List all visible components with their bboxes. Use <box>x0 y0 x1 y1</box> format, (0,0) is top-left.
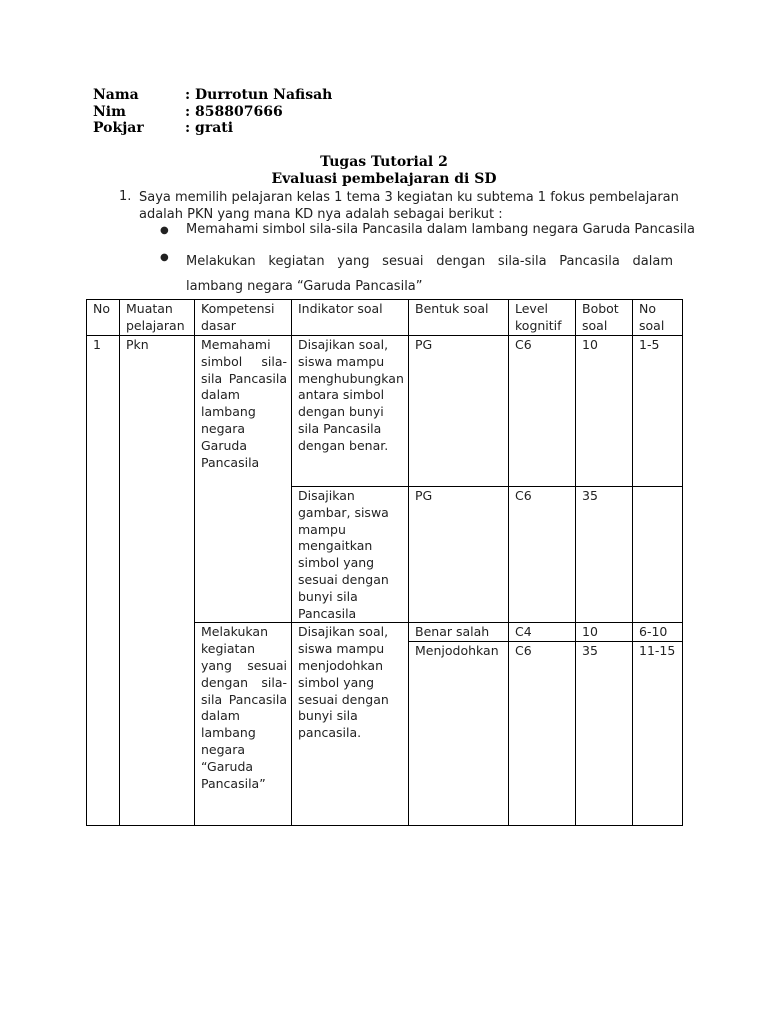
cell-kd-2: Melakukan kegiatan yang sesuai dengan sila-sila Pancasila dalam lambang negara “Garuda Pancasila” <box>195 623 292 826</box>
header-indikator: Indikator soal <box>292 300 409 336</box>
cell-level: C6 <box>509 642 576 826</box>
item-number: 1. <box>119 189 132 204</box>
cell-indikator: Disajikan soal, siswa mampu menghubungkan antara simbol dengan bunyi sila Pancasila dengan benar. <box>292 336 409 487</box>
bullet-icon: ● <box>160 252 169 263</box>
pokjar-label: Pokjar <box>93 120 144 136</box>
header-no: No <box>87 300 120 336</box>
cell-level: C4 <box>509 623 576 642</box>
bullet-icon: ● <box>160 225 169 236</box>
cell-kd-1: Memahami simbol sila-sila Pancasila dalam lambang negara Garuda Pancasila <box>195 336 292 623</box>
cell-nosoal <box>633 487 683 623</box>
cell-bobot: 10 <box>576 623 633 642</box>
cell-indikator: Disajikan gambar, siswa mampu mengaitkan simbol yang sesuai dengan bunyi sila Pancasila <box>292 487 409 623</box>
evaluation-table <box>86 299 683 826</box>
cell-bentuk: PG <box>409 487 509 623</box>
header-bentuk: Bentuk soal <box>409 300 509 336</box>
cell-indikator: Disajikan soal, siswa mampu menjodohkan simbol yang sesuai dengan bunyi sila pancasila. <box>292 623 409 826</box>
cell-muatan: Pkn <box>120 336 195 826</box>
header-kompetensi: Kompetensi dasar <box>195 300 292 336</box>
header-bobot: Bobot soal <box>576 300 633 336</box>
student-info <box>93 87 332 137</box>
nama-row <box>93 87 332 104</box>
cell-level: C6 <box>509 336 576 487</box>
cell-no: 1 <box>87 336 120 826</box>
pokjar-row <box>93 120 332 137</box>
header-nosoal: No soal <box>633 300 683 336</box>
cell-bentuk: Benar salah <box>409 623 509 642</box>
kd-bullet-2: Melakukan kegiatan yang sesuai dengan sila-sila Pancasila dalam lambang negara “Garuda Pancasila” <box>186 254 673 294</box>
cell-bentuk: PG <box>409 336 509 487</box>
nama-value: : Durrotun Nafisah <box>185 87 333 103</box>
header-muatan: Muatan pelajaran <box>120 300 195 336</box>
cell-bobot: 35 <box>576 487 633 623</box>
document-subtitle: Evaluasi pembelajaran di SD <box>271 171 497 187</box>
cell-nosoal: 6-10 <box>633 623 683 642</box>
nama-label: Nama <box>93 87 139 103</box>
header-level: Level kognitif <box>509 300 576 336</box>
nim-label: Nim <box>93 103 126 120</box>
table-row <box>87 336 683 487</box>
document-title: Tugas Tutorial 2 <box>320 154 448 170</box>
cell-bobot: 35 <box>576 642 633 826</box>
cell-nosoal: 11-15 <box>633 642 683 826</box>
cell-level: C6 <box>509 487 576 623</box>
kd-bullet-1: Memahami simbol sila-sila Pancasila dalam lambang negara Garuda Pancasila <box>186 222 695 237</box>
nim-row <box>93 104 332 121</box>
table-header-row <box>87 300 683 336</box>
cell-bentuk: Menjodohkan <box>409 642 509 826</box>
cell-nosoal: 1-5 <box>633 336 683 487</box>
nim-value: : 858807666 <box>185 103 283 120</box>
cell-bobot: 10 <box>576 336 633 487</box>
item-text: Saya memilih pelajaran kelas 1 tema 3 kegiatan ku subtema 1 fokus pembelajaran adalah PKN yang mana KD nya adalah sebagai berikut : <box>139 190 679 222</box>
pokjar-value: : grati <box>185 120 234 136</box>
